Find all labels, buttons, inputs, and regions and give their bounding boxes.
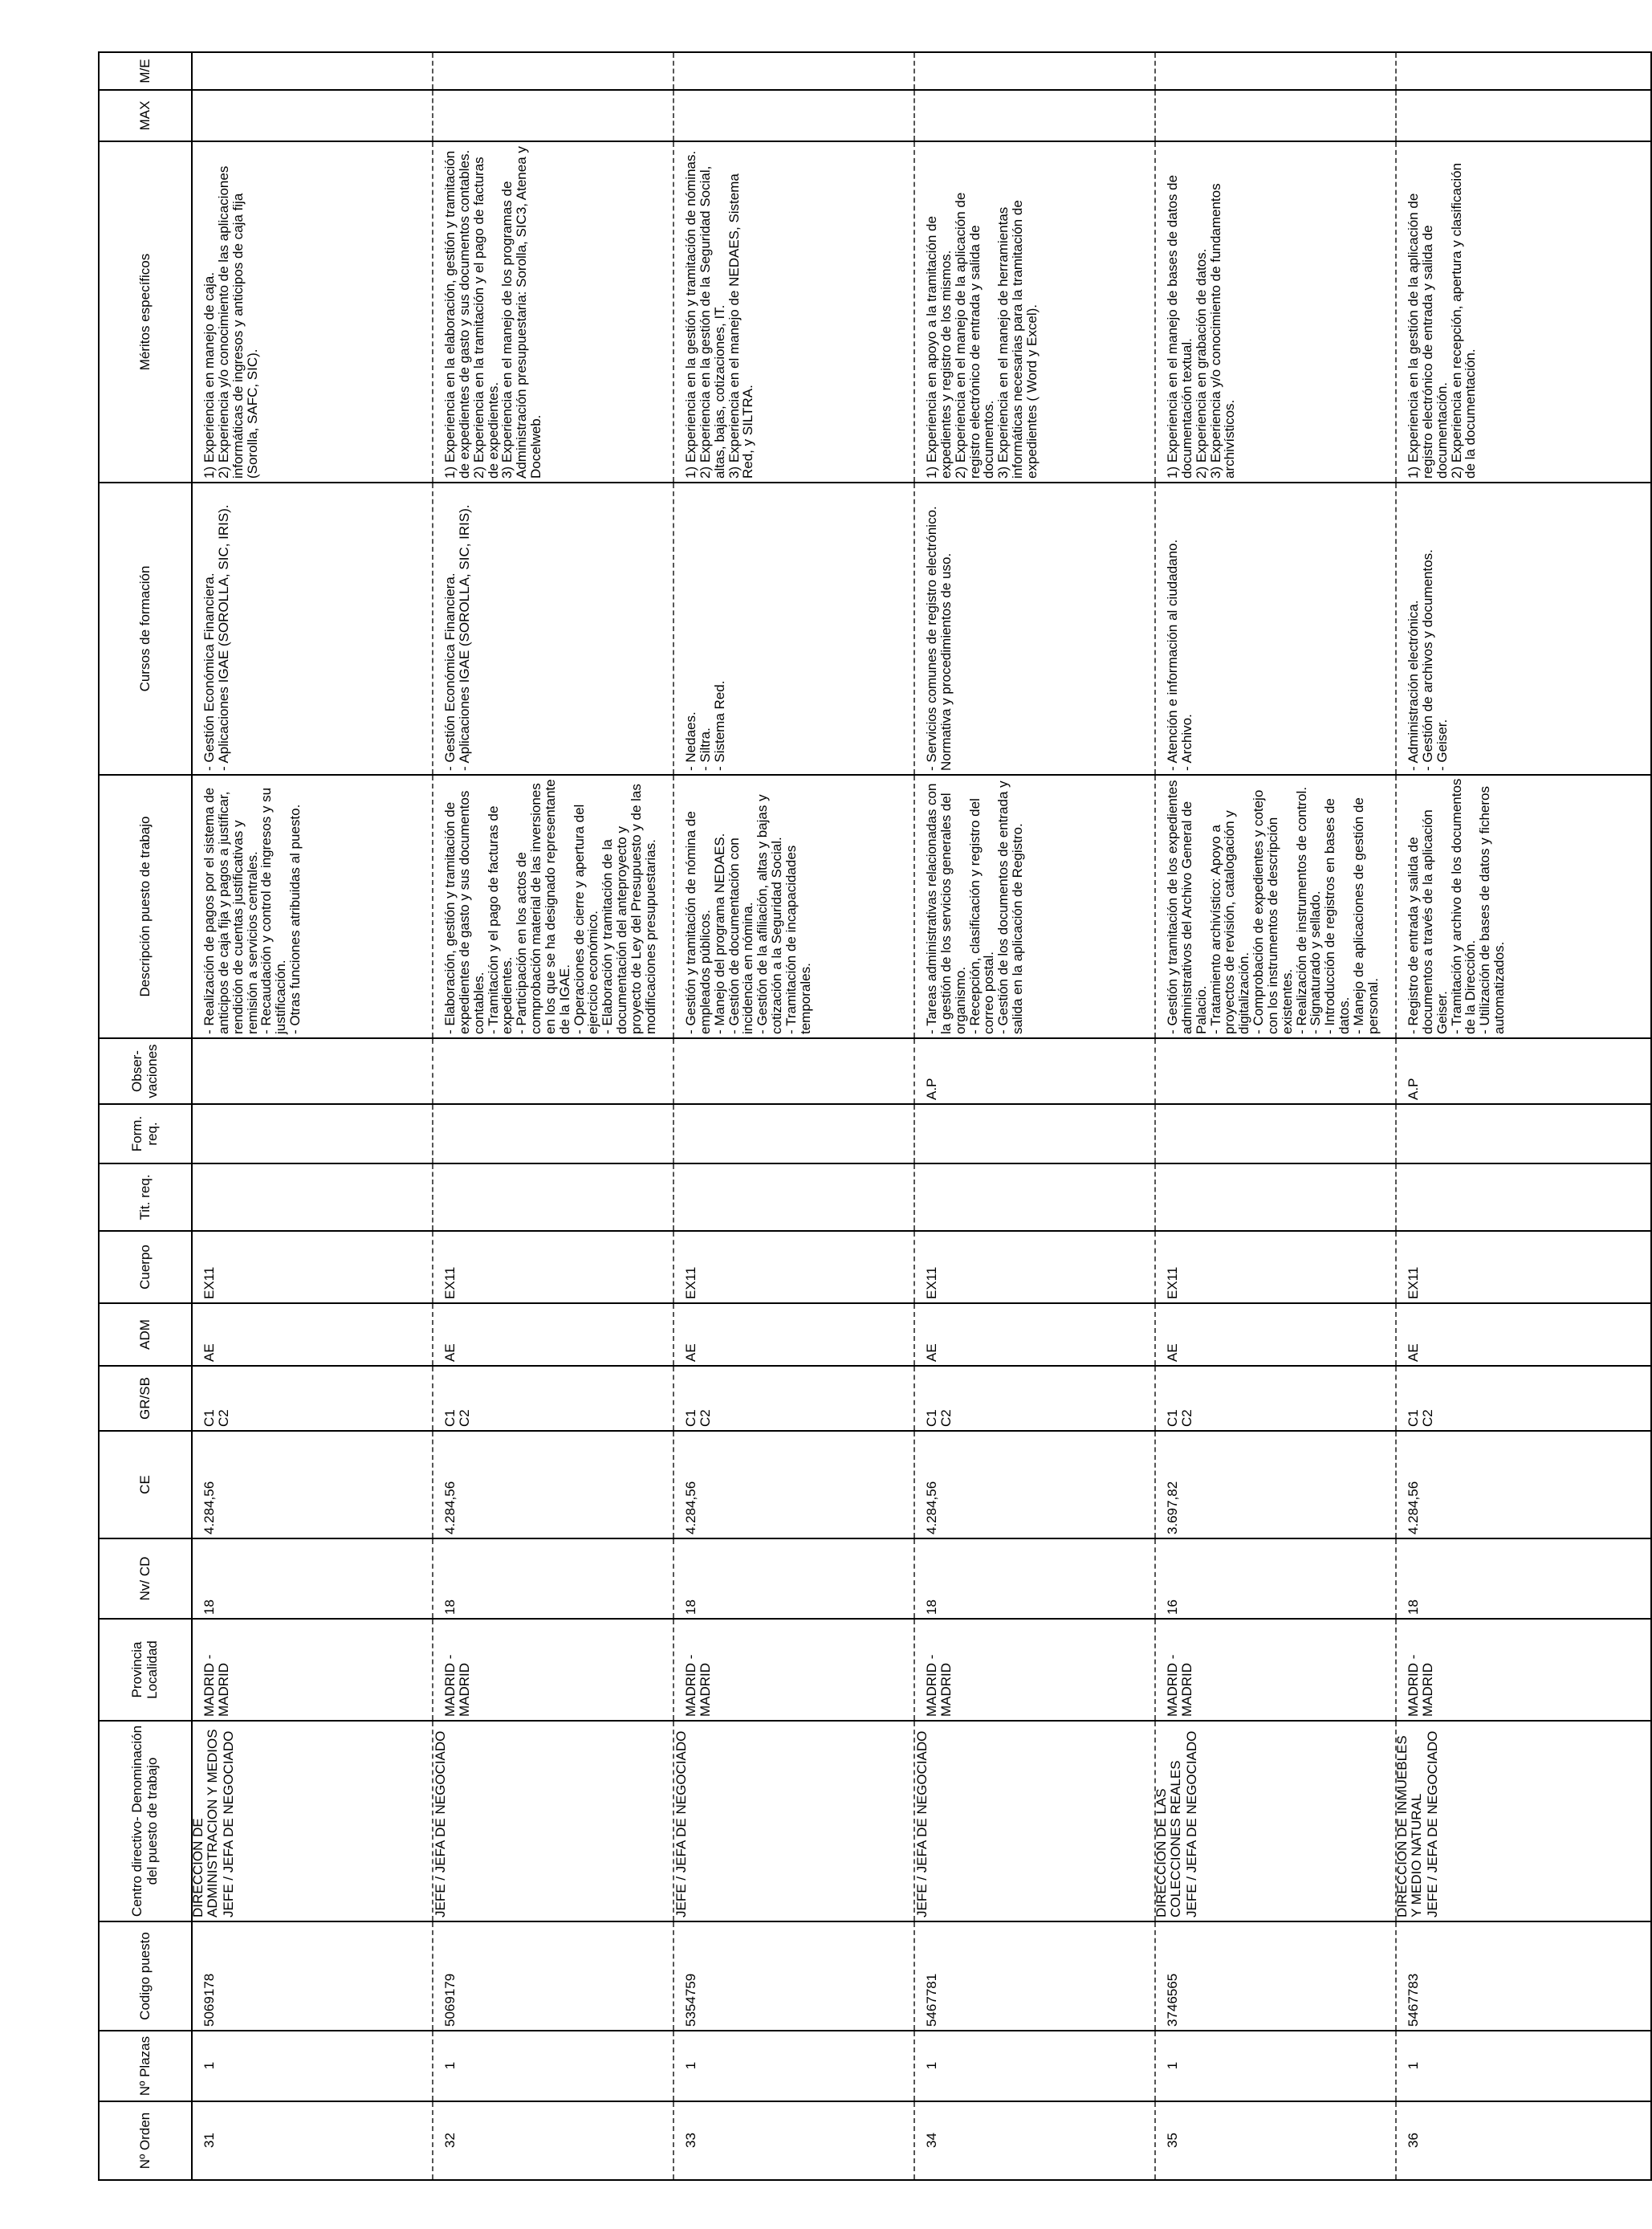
descripcion-line: - Operaciones de cierre y apertura del ejercicio económico.	[571, 804, 601, 1034]
header-plazas: Nº Plazas	[99, 2031, 192, 2101]
cell-me	[433, 52, 673, 90]
header-cuerpo: Cuerpo	[99, 1231, 192, 1303]
descripcion-line: - Gestión y tramitación de los expedientes administrativos del Archivo General de Palacio.	[1165, 780, 1209, 1034]
descripcion-line: - Recaudación y control de ingresos y su justificación.	[258, 787, 289, 1034]
cell-ce: 4.284,56	[433, 1431, 673, 1538]
meritos-line: 1) Experiencia en la gestión de la aplicación de registro electrónico de entrada y salida de documentación.	[1406, 193, 1450, 479]
cell-orden: 32	[433, 2101, 673, 2180]
cell-codigo: 5354759	[673, 1921, 914, 2031]
cell-max	[192, 90, 433, 141]
cell-adm: AE	[673, 1303, 914, 1366]
cell-provincia: MADRID - MADRID	[433, 1619, 673, 1721]
descripcion-line: - Recepción, clasificación y registro del correo postal.	[966, 798, 997, 1034]
cell-grupo	[673, 1366, 914, 1431]
cell-formacion	[192, 1104, 433, 1163]
grupo-value: C2	[1419, 1409, 1435, 1427]
descripcion-line: - Tramitación y archivo de los documentos de la Dirección.	[1448, 778, 1479, 1034]
cell-ce: 4.284,56	[673, 1431, 914, 1538]
cell-descripcion	[433, 775, 673, 1038]
header-cursos: Cursos de formación	[99, 483, 192, 775]
descripcion-line: - Elaboración, gestión y tramitación de expedientes de gasto y sus documentos contables.	[442, 790, 486, 1034]
grupo-value: C2	[1178, 1409, 1194, 1427]
cell-provincia: MADRID - MADRID	[1396, 1619, 1651, 1721]
centro-directivo: DIRECCION DE INMUEBLES Y MEDIO NATURAL	[1394, 1735, 1424, 1917]
cell-centro	[914, 1721, 1155, 1921]
cell-formacion	[673, 1104, 914, 1163]
cell-cursos	[1396, 483, 1651, 775]
header-provincia: Provincia Localidad	[99, 1619, 192, 1721]
cell-descripcion	[673, 775, 914, 1038]
cursos-line: - Geiser.	[1434, 719, 1450, 771]
header-row	[99, 52, 192, 2180]
cell-titulacion	[433, 1163, 673, 1231]
cursos-line: - Siltra.	[697, 727, 713, 771]
header-ce: CE	[99, 1431, 192, 1538]
grupo-value: C2	[697, 1409, 713, 1427]
cell-meritos	[914, 141, 1155, 483]
grupo-value: C1	[683, 1409, 698, 1427]
table-body	[192, 52, 1651, 2180]
cell-codigo: 5069179	[433, 1921, 673, 2031]
descripcion-line: - Tratamiento archivístico: Apoyo a proyectos de revisión, catalogación y digitalización.	[1207, 810, 1252, 1034]
cell-plazas: 1	[1155, 2031, 1396, 2101]
cell-formacion	[433, 1104, 673, 1163]
cell-titulacion	[1396, 1163, 1651, 1231]
cell-cuerpo: EX11	[673, 1231, 914, 1303]
cursos-line: - Sistema Red.	[711, 680, 727, 771]
cell-plazas: 1	[192, 2031, 433, 2101]
cell-formacion	[1155, 1104, 1396, 1163]
cell-meritos	[192, 141, 433, 483]
meritos-line: 2) Experiencia en recepción, apertura y clasificación de la documentación.	[1448, 162, 1479, 479]
header-adm: ADM	[99, 1303, 192, 1366]
descripcion-line: - Otras funciones atribuidas al puesto.	[287, 804, 303, 1034]
cell-max	[1396, 90, 1651, 141]
cell-me	[914, 52, 1155, 90]
cell-descripcion	[1396, 775, 1651, 1038]
descripcion-line: - Manejo de aplicaciones de gestión de personal.	[1350, 797, 1381, 1034]
descripcion-line: - Gestión y tramitación de nómina de empleados públicos.	[683, 811, 713, 1034]
cell-max	[673, 90, 914, 141]
cell-centro	[1155, 1721, 1396, 1921]
cell-grupo	[914, 1366, 1155, 1431]
meritos-line: 3) Experiencia en el manejo de los programas de Administración presupuestaria: Sorolla, SIC3, Atenea y Docelweb.	[499, 146, 544, 479]
cursos-line: - Aplicaciones IGAE (SOROLLA, SIC, IRIS).	[215, 504, 231, 771]
denominacion-puesto: JEFE / JEFA DE NEGOCIADO	[914, 1730, 930, 1917]
cell-meritos	[433, 141, 673, 483]
cell-cuerpo: EX11	[433, 1231, 673, 1303]
cell-codigo: 5069178	[192, 1921, 433, 2031]
cell-centro	[192, 1721, 433, 1921]
meritos-line: 1) Experiencia en apoyo a la tramitación de expedientes y registro de los mismos.	[924, 216, 954, 479]
cell-cuerpo: EX11	[1396, 1231, 1651, 1303]
cell-me	[192, 52, 433, 90]
cursos-line: - Aplicaciones IGAE (SOROLLA, SIC, IRIS).	[456, 504, 472, 771]
cell-descripcion	[1155, 775, 1396, 1038]
cell-observaciones: A.P	[914, 1038, 1155, 1104]
cursos-line: - Gestión Económica Financiera.	[442, 573, 458, 771]
cell-codigo: 5467783	[1396, 1921, 1651, 2031]
cell-observaciones	[192, 1038, 433, 1104]
grupo-value: C2	[456, 1409, 472, 1427]
grupo-value: C1	[201, 1409, 217, 1427]
meritos-line: 2) Experiencia en la tramitación y el pago de facturas de expedientes.	[470, 157, 501, 479]
cell-centro	[433, 1721, 673, 1921]
denominacion-puesto: JEFE / JEFA DE NEGOCIADO	[433, 1730, 448, 1917]
cursos-line: - Gestión Económica Financiera.	[201, 573, 217, 771]
header-max: MAX	[99, 90, 192, 141]
cell-observaciones	[1155, 1038, 1396, 1104]
cell-nivel: 18	[433, 1538, 673, 1619]
header-observaciones: Obser- vaciones	[99, 1038, 192, 1104]
descripcion-line: - Realización de pagos por el sistema de anticipos de caja fija y pagos a justificar, rendición de cuentas justificativas y remisión a servicios centrales.	[201, 787, 260, 1034]
cell-max	[433, 90, 673, 141]
meritos-line: 1) Experiencia en manejo de caja.	[201, 271, 217, 479]
cell-observaciones	[673, 1038, 914, 1104]
meritos-line: 1) Experiencia en la elaboración, gestión y tramitación de expedientes de gasto y sus documentos contables.	[442, 149, 472, 479]
descripcion-line: - Gestión de los documentos de entrada y salida en la aplicación de Registro.	[995, 780, 1026, 1034]
cell-orden: 31	[192, 2101, 433, 2180]
cell-nivel: 18	[1396, 1538, 1651, 1619]
grupo-value: C1	[1165, 1409, 1180, 1427]
descripcion-line: - Gestión de la afiliación, altas y bajas y cotización a la Seguridad Social.	[755, 794, 785, 1034]
descripcion-line: - Signaturado y sellado.	[1308, 890, 1324, 1034]
cell-centro	[673, 1721, 914, 1921]
cell-cuerpo: EX11	[192, 1231, 433, 1303]
cell-orden: 33	[673, 2101, 914, 2180]
cell-me	[1155, 52, 1396, 90]
cell-titulacion	[192, 1163, 433, 1231]
header-me: M/E	[99, 52, 192, 90]
denominacion-puesto: JEFE / JEFA DE NEGOCIADO	[1424, 1730, 1440, 1917]
meritos-line: 2) Experiencia en el manejo de la aplicación de registro electrónico de entrada y salida de documentos.	[952, 192, 997, 479]
cell-orden: 35	[1155, 2101, 1396, 2180]
cell-titulacion	[673, 1163, 914, 1231]
descripcion-line: - Realización de instrumentos de control.	[1293, 786, 1309, 1034]
cell-plazas: 1	[1396, 2031, 1651, 2101]
job-positions-table	[98, 51, 1652, 2181]
cell-me	[1396, 52, 1651, 90]
descripcion-line: - Elaboración y tramitación de la documentación del anteproyecto y proyecto de Ley del Presupuesto y de las modificaciones presupuestarias.	[600, 784, 658, 1034]
cell-ce: 4.284,56	[192, 1431, 433, 1538]
cell-grupo	[1155, 1366, 1396, 1431]
descripcion-line: - Registro de entrada y salida de documentos a través de la aplicación Geiser.	[1406, 809, 1450, 1034]
cell-grupo	[192, 1366, 433, 1431]
cursos-line: - Administración electrónica.	[1406, 600, 1421, 771]
cell-titulacion	[1155, 1163, 1396, 1231]
cell-me	[673, 52, 914, 90]
header-titulacion: Tit. req.	[99, 1163, 192, 1231]
cell-plazas: 1	[673, 2031, 914, 2101]
header-orden: Nº Orden	[99, 2101, 192, 2180]
cell-adm: AE	[914, 1303, 1155, 1366]
meritos-line: 3) Experiencia en el manejo de herramientas informáticas necesarias para la tramitación de expedientes ( Word y Excel).	[995, 200, 1040, 479]
cell-nivel: 18	[673, 1538, 914, 1619]
descripcion-line: - Tramitación de incapacidades temporales.	[783, 845, 813, 1034]
cell-observaciones: A.P	[1396, 1038, 1651, 1104]
cell-provincia: MADRID - MADRID	[673, 1619, 914, 1721]
cell-descripcion	[192, 775, 433, 1038]
cell-adm: AE	[192, 1303, 433, 1366]
cell-codigo: 3746565	[1155, 1921, 1396, 2031]
cursos-line: - Atención e información al ciudadano.	[1165, 539, 1180, 771]
cell-meritos	[1396, 141, 1651, 483]
header-descripcion: Descripción puesto de trabajo	[99, 775, 192, 1038]
cell-meritos	[673, 141, 914, 483]
meritos-line: 2) Experiencia en grabación de datos.	[1193, 248, 1209, 479]
header-nivel: Nv/ CD	[99, 1538, 192, 1619]
meritos-line: 3) Experiencia en el manejo de NEDAES, Sistema Red, y SILTRA.	[726, 173, 756, 479]
cell-meritos	[1155, 141, 1396, 483]
table-row	[914, 52, 1155, 2180]
cursos-line: - Nedaes.	[683, 711, 698, 771]
descripcion-line: - Introducción de registros en bases de datos.	[1322, 798, 1353, 1034]
header-grupo: GR/SB	[99, 1366, 192, 1431]
cell-adm: AE	[1396, 1303, 1651, 1366]
grupo-value: C1	[1406, 1409, 1421, 1427]
cell-codigo: 5467781	[914, 1921, 1155, 2031]
cell-grupo	[1396, 1366, 1651, 1431]
cell-formacion	[914, 1104, 1155, 1163]
table-row	[433, 52, 673, 2180]
cell-adm: AE	[1155, 1303, 1396, 1366]
cell-nivel: 16	[1155, 1538, 1396, 1619]
cell-ce: 4.284,56	[1396, 1431, 1651, 1538]
cell-centro	[1396, 1721, 1651, 1921]
grupo-value: C1	[924, 1409, 939, 1427]
descripcion-line: - Manejo del programa NEDAES.	[711, 833, 727, 1034]
cell-cursos	[673, 483, 914, 775]
header-formacion: Form. req.	[99, 1104, 192, 1163]
cell-max	[1155, 90, 1396, 141]
header-meritos: Méritos específicos	[99, 141, 192, 483]
centro-directivo: DIRECCION DE ADMINISTRACION Y MEDIOS	[190, 1729, 220, 1917]
cell-nivel: 18	[192, 1538, 433, 1619]
denominacion-puesto: JEFE / JEFA DE NEGOCIADO	[220, 1730, 236, 1917]
cell-cuerpo: EX11	[1155, 1231, 1396, 1303]
table-row	[192, 52, 433, 2180]
meritos-line: 3) Experiencia y/o conocimiento de fundamentos archivísticos.	[1207, 183, 1238, 479]
cell-cursos	[1155, 483, 1396, 775]
cell-provincia: MADRID - MADRID	[914, 1619, 1155, 1721]
header-centro: Centro directivo- Denominación del puesto de trabajo	[99, 1721, 192, 1921]
table-row	[1396, 52, 1651, 2180]
cell-nivel: 18	[914, 1538, 1155, 1619]
cell-cursos	[192, 483, 433, 775]
cell-ce: 3.697,82	[1155, 1431, 1396, 1538]
cursos-line: - Servicios comunes de registro electrónico. Normativa y procedimientos de uso.	[924, 506, 954, 771]
denominacion-puesto: JEFE / JEFA DE NEGOCIADO	[673, 1730, 689, 1917]
descripcion-line: - Tareas administrativas relacionadas con la gestión de los servicios generales del organismo.	[924, 783, 968, 1034]
cell-grupo	[433, 1366, 673, 1431]
cell-cursos	[433, 483, 673, 775]
meritos-line: 2) Experiencia y/o conocimiento de las aplicaciones informáticas de ingresos y anticipos de caja fija (Sorolla, SAFC, SIC).	[215, 165, 260, 479]
cell-ce: 4.284,56	[914, 1431, 1155, 1538]
meritos-line: 1) Experiencia en el manejo de bases de datos de documentación textual.	[1165, 174, 1194, 479]
descripcion-line: - Utilización de bases de datos y ficheros automatizados.	[1477, 786, 1508, 1034]
table-row	[1155, 52, 1396, 2180]
meritos-line: 1) Experiencia en la gestión y tramitación de nóminas.	[683, 150, 698, 479]
header-codigo: Codigo puesto	[99, 1921, 192, 2031]
grupo-value: C2	[215, 1409, 231, 1427]
descripcion-line: - Comprobación de expedientes y cotejo con los instrumentos de descripción existentes.	[1251, 789, 1295, 1034]
cell-formacion	[1396, 1104, 1651, 1163]
cell-plazas: 1	[914, 2031, 1155, 2101]
denominacion-puesto: JEFE / JEFA DE NEGOCIADO	[1183, 1730, 1199, 1917]
cell-provincia: MADRID - MADRID	[192, 1619, 433, 1721]
cursos-line: - Archivo.	[1178, 714, 1194, 771]
cell-provincia: MADRID - MADRID	[1155, 1619, 1396, 1721]
cell-observaciones	[433, 1038, 673, 1104]
meritos-line: 2) Experiencia en la gestión de la Seguridad Social, altas, bajas, cotizaciones, IT.	[697, 165, 727, 479]
descripcion-line: - Gestión de documentación con incidencia en nómina.	[726, 837, 756, 1034]
cell-titulacion	[914, 1163, 1155, 1231]
cell-cursos	[914, 483, 1155, 775]
grupo-value: C1	[442, 1409, 458, 1427]
cell-cuerpo: EX11	[914, 1231, 1155, 1303]
centro-directivo: DIRECCION DE LAS COLECCIONES REALES	[1154, 1760, 1183, 1917]
cell-orden: 36	[1396, 2101, 1651, 2180]
cursos-line: - Gestión de archivos y documentos.	[1419, 549, 1435, 771]
descripcion-line: - Tramitación y el pago de facturas de expedientes.	[485, 805, 515, 1034]
cell-plazas: 1	[433, 2031, 673, 2101]
grupo-value: C2	[938, 1409, 954, 1427]
cell-max	[914, 90, 1155, 141]
table-row	[673, 52, 914, 2180]
cell-adm: AE	[433, 1303, 673, 1366]
cell-orden: 34	[914, 2101, 1155, 2180]
cell-descripcion	[914, 775, 1155, 1038]
descripcion-line: - Participación en los actos de comprobación material de las inversiones en los que se ha designado representante de la IGAE.	[514, 779, 572, 1034]
